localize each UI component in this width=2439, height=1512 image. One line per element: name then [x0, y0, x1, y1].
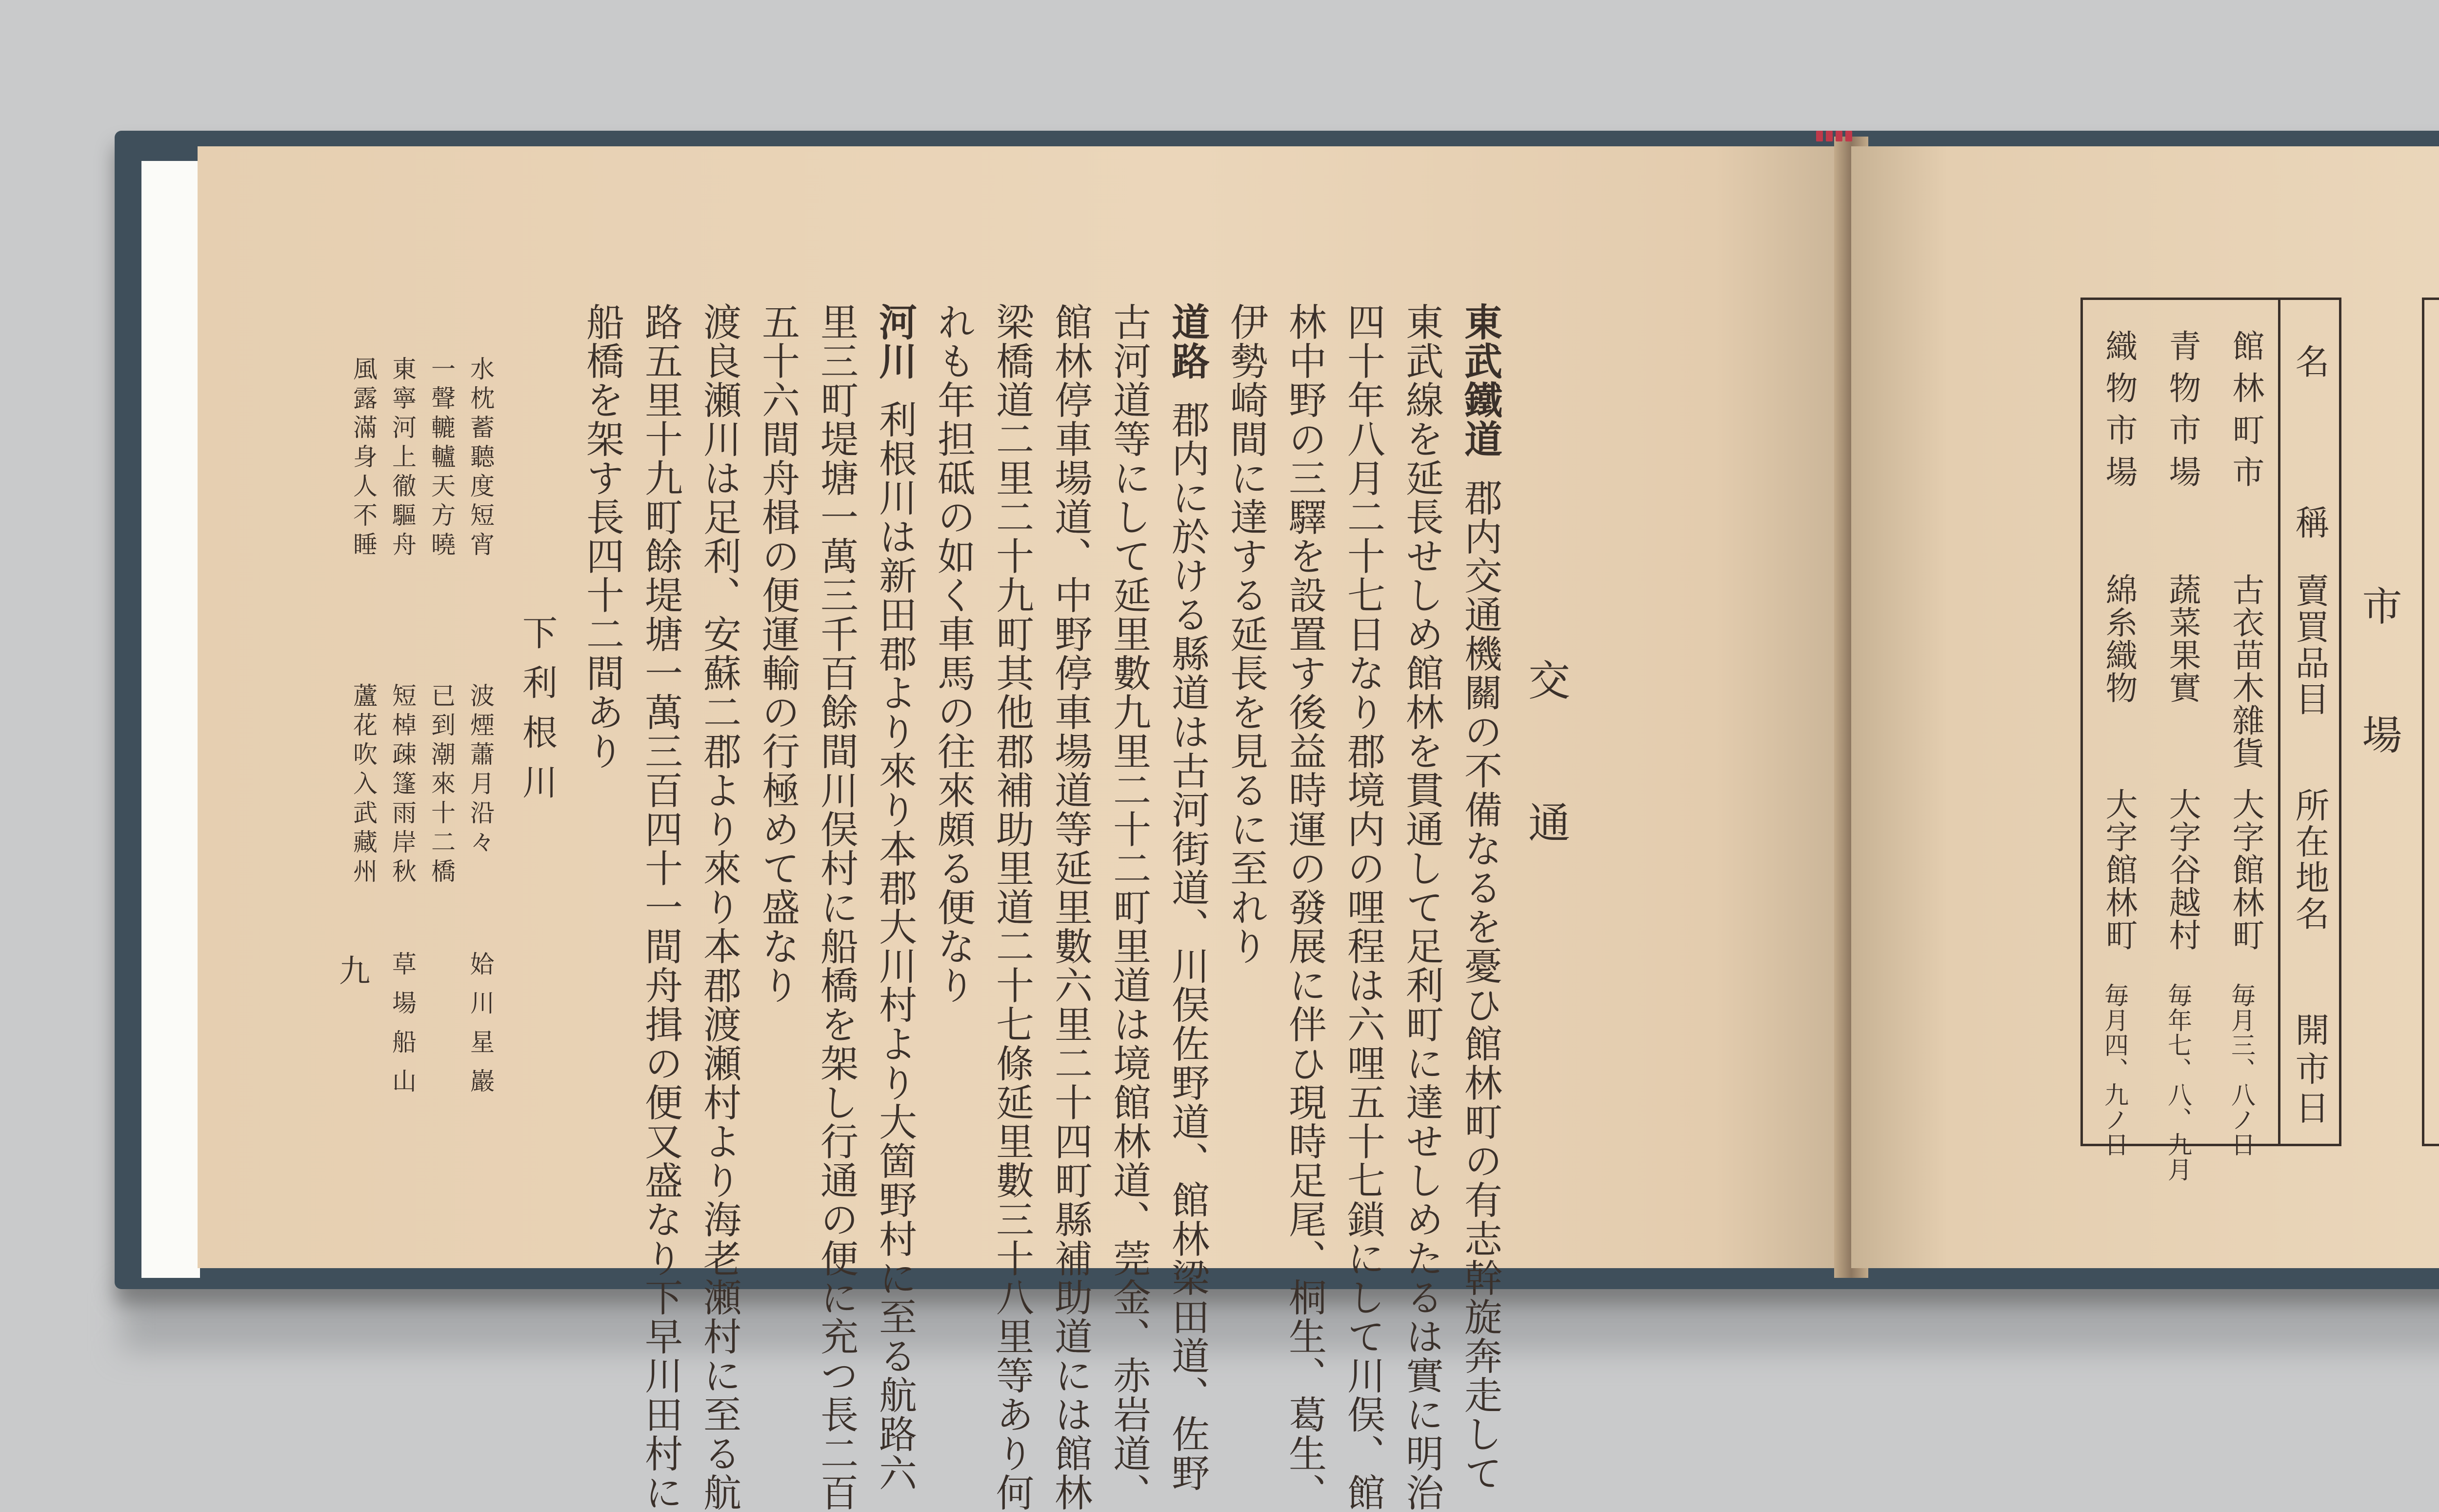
market-name: 青物市場 — [2163, 329, 2201, 497]
left-page — [198, 146, 1846, 1512]
market-header: 開市日 — [2290, 1012, 2330, 1129]
market-header: 名 稱 — [2290, 344, 2330, 558]
poem-line: 短棹疎篷雨岸秋 — [388, 683, 417, 888]
table-row — [2088, 300, 2151, 1157]
page-number: 九 — [339, 954, 370, 990]
paragraph-line: 古河道等にして延里數九里二十二町里道は境館林道、莞金、赤岩道、 — [1107, 302, 1151, 1512]
paragraph-line: 利根川は新田郡より來り本郡大川村より大箇野村に至る航路六 — [873, 400, 917, 1492]
poem-title: 下利根川 — [517, 615, 558, 814]
market-days: 毎月三、八ノ日 — [2227, 983, 2256, 1157]
poem-line: 波煙蕭月沿々 — [466, 683, 495, 858]
poem-line: 一聲轆轤天方曉 — [427, 356, 456, 561]
market-table — [2080, 298, 2341, 1182]
market-name: 織物市場 — [2100, 329, 2138, 497]
paragraph-line: 郡内交通機關の不備なるを憂ひ館林町の有志幹旋奔走して — [1458, 478, 1502, 1492]
table-row — [2215, 300, 2278, 1157]
poem-line: 風露滿身人不睡 — [349, 356, 378, 561]
market-name: 館林町市 — [2227, 329, 2264, 497]
paragraph-line: 館林停車場道、中野停車場道等延里數六里二十四町縣補助道には館林 — [1048, 302, 1092, 1512]
book-shadow — [122, 1293, 2439, 1351]
paragraph-line: れも年担砥の如く車馬の往來頗る便なり — [931, 302, 975, 1005]
market-title: 市 場 — [2356, 585, 2402, 778]
paragraph-lead: 河川 — [873, 302, 917, 380]
poem-line: 東寧河上徹驅舟 — [388, 356, 417, 561]
binding-tag — [1805, 128, 1863, 144]
paragraph-lead: 東武鐵道 — [1458, 302, 1502, 458]
market-goods: 綿糸織物 — [2100, 573, 2138, 704]
market-header-column — [2278, 300, 2339, 1144]
market-header: 賣買品目 — [2290, 573, 2330, 717]
market-location: 大字谷越村 — [2163, 788, 2201, 951]
poem-line: 已到潮來十二橋 — [427, 683, 456, 888]
paragraph-line: 梁橋道二里二十九町其他郡補助里道二十七條延里數三十八里等あり何 — [990, 302, 1034, 1512]
paragraph-line: 郡内に於ける縣道は古河街道、川俣佐野道、館林梁田道、佐野 — [1165, 400, 1209, 1492]
poem-author: 草場船山 — [388, 951, 417, 1107]
market-goods: 古衣苗木雜貨 — [2227, 573, 2264, 769]
paragraph-line: 路五里十九町餘堤塘一萬三百四十一間舟揖の便又盛なり下早川田村に — [639, 302, 682, 1512]
paragraph-line: 伊勢崎間に達する延長を見るに至れり — [1224, 302, 1268, 966]
paragraph-line: 四十年八月二十七日なり郡境内の哩程は六哩五十七鎖にして川俣、館 — [1341, 302, 1385, 1512]
poem-line: 水枕蓄聽度短宵 — [466, 356, 495, 561]
table-row — [2151, 300, 2215, 1182]
right-page — [1851, 146, 2439, 1268]
cover-edge-left — [141, 161, 200, 1278]
paragraph-line: 渡良瀬川は足利、安蘇二郡より來り本郡渡瀬村より海老瀬村に至る航 — [697, 302, 741, 1512]
guild-table — [2422, 298, 2439, 1146]
paragraph-line: 船橋を架す長四十二間あり — [580, 302, 624, 771]
paragraph-line: 五十六間舟楫の便運輸の行極めて盛なり — [756, 302, 800, 1005]
table-row — [2429, 300, 2439, 1144]
left-page-title: 交 通 — [1521, 658, 1570, 872]
paragraph-lead: 道路 — [1165, 302, 1210, 380]
paragraph-line: 東武線を延長せしめ館林を貫通して足利町に達せしめたるは實に明治 — [1399, 302, 1443, 1512]
paragraph-line: 里三町堤塘一萬三千百餘間川俣村に船橋を架し行通の便に充つ長二百 — [814, 302, 858, 1512]
poem-author: 姶川星巖 — [466, 951, 495, 1107]
poem-line: 蘆花吹入武藏州 — [349, 683, 378, 888]
market-location: 大字館林町 — [2227, 788, 2264, 951]
market-header: 所在地名 — [2290, 788, 2330, 932]
market-days: 毎月四、九ノ日 — [2100, 983, 2129, 1157]
paragraph-line: 林中野の三驛を設置す後益時運の發展に伴ひ現時足尾、桐生、葛生、 — [1282, 302, 1326, 1512]
market-goods: 蔬菜果實 — [2163, 573, 2201, 704]
market-location: 大字館林町 — [2100, 788, 2138, 951]
market-days: 毎年七、八、九月 — [2164, 983, 2192, 1182]
